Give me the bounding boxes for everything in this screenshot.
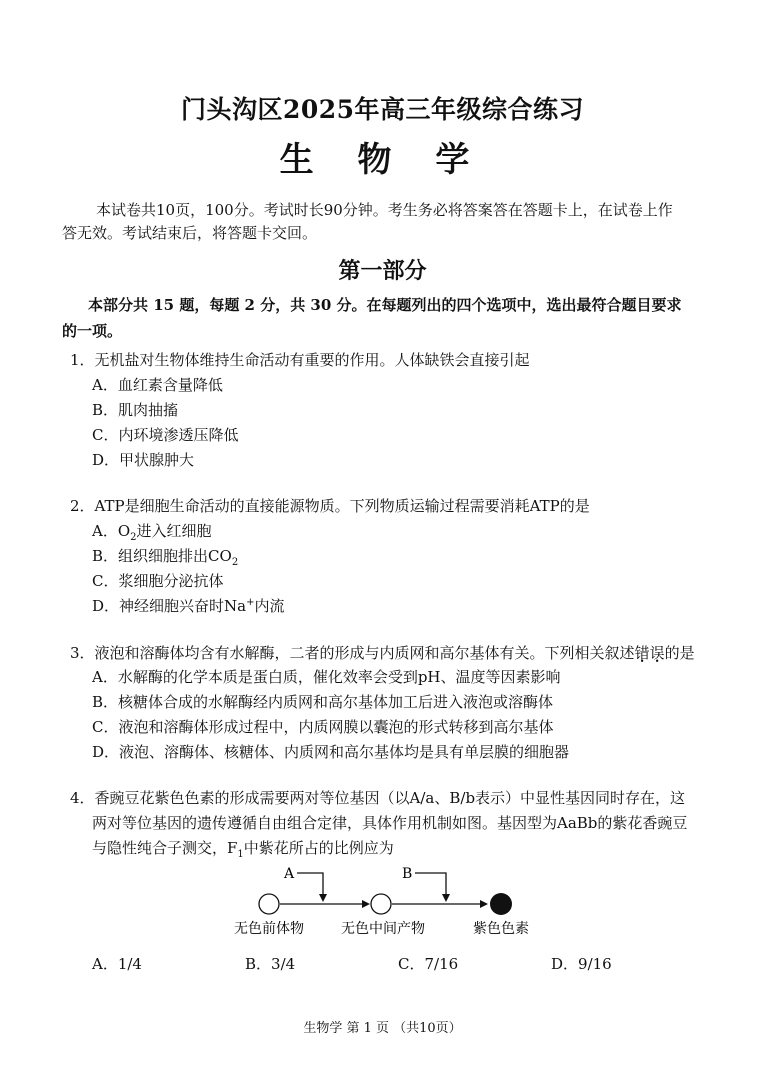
q1-option-c: C．内环境渗透压降低 <box>92 426 239 444</box>
subject-title: 生 物 学 <box>279 140 486 180</box>
q3-option-c: C．液泡和溶酶体形成过程中，内质网膜以囊泡的形式转移到高尔基体 <box>92 718 554 736</box>
part-description-line-1: 本部分共 15 题，每题 2 分，共 30 分。在每题列出的四个选项中，选出最符合题目要求 <box>88 296 682 314</box>
q2-option-b: B．组织细胞排出$CO_2$ <box>92 547 239 568</box>
question-4-stem-line-1: 4．香豌豆花紫色色素的形成需要两对等位基因（以A/a、B/b表示）中显性基因同时存在，这 <box>70 789 686 807</box>
arrow-2-head <box>480 900 488 908</box>
intermediate-node <box>371 894 391 914</box>
gene-a-arrowhead <box>319 894 327 902</box>
q4-option-b: B．3/4 <box>245 955 296 973</box>
gene-b-arrowhead <box>442 894 450 902</box>
q4-option-a: A．1/4 <box>92 955 142 973</box>
q1-option-a: A．血红素含量降低 <box>92 376 223 394</box>
q2-option-d: D．神经细胞兴奋时Na+内流 <box>92 597 285 615</box>
q4-option-d: D．9/16 <box>551 955 612 973</box>
q3-option-d: D．液泡、溶酶体、核糖体、内质网和高尔基体均是具有单层膜的细胞器 <box>92 743 570 761</box>
instructions-line-1: 本试卷共10页，100分。考试时长90分钟。考生务必将答案答在答题卡上，在试卷上作 <box>96 201 673 219</box>
part-title: 第一部分 <box>338 258 427 284</box>
q1-option-d: D．甲状腺肿大 <box>92 451 195 469</box>
q3-option-a: A．水解酶的化学本质是蛋白质，催化效率会受到pH、温度等因素影响 <box>92 668 561 686</box>
part-description-line-2: 的一项。 <box>62 322 123 340</box>
node-3-label: 紫色色素 <box>473 921 529 937</box>
question-4-stem-line-2: 两对等位基因的遗传遵循自由组合定律，具体作用机制如图。基因型为AaBb的紫花香豌豆 <box>92 814 688 832</box>
gene-b-label: B <box>402 866 413 882</box>
exam-title: 门头沟区2025年高三年级综合练习 <box>180 95 585 124</box>
page-footer: 生物学 第 1 页 （共10页） <box>303 1021 462 1036</box>
question-2-stem: 2．ATP是细胞生命活动的直接能源物质。下列物质运输过程需要消耗ATP的是 <box>70 497 590 515</box>
gene-a-arrow <box>297 873 323 898</box>
pathway-diagram <box>0 862 765 942</box>
q2-option-c: C．浆细胞分泌抗体 <box>92 572 224 590</box>
pigment-node <box>490 893 512 915</box>
gene-b-arrow <box>415 873 446 898</box>
question-4-stem-line-3: 与隐性纯合子测交，$F_1$中紫花所占的比例应为 <box>92 839 394 860</box>
q3-option-b: B．核糖体合成的水解酶经内质网和高尔基体加工后进入液泡或溶酶体 <box>92 693 554 711</box>
question-1-stem: 1．无机盐对生物体维持生命活动有重要的作用。人体缺铁会直接引起 <box>70 351 530 369</box>
q2-option-a: A．$O_2$进入红细胞 <box>92 522 212 543</box>
instructions-line-2: 答无效。考试结束后，将答题卡交回。 <box>62 224 318 242</box>
precursor-node <box>259 894 279 914</box>
question-3-stem: 3．液泡和溶酶体均含有水解酶，二者的形成与内质网和高尔基体有关。下列相关叙述错误的是 <box>70 644 695 662</box>
arrow-1-head <box>362 900 370 908</box>
q4-option-c: C．7/16 <box>398 955 459 973</box>
gene-a-label: A <box>284 866 295 882</box>
node-1-label: 无色前体物 <box>234 921 304 937</box>
q1-option-b: B．肌肉抽搐 <box>92 401 179 419</box>
node-2-label: 无色中间产物 <box>341 921 425 937</box>
